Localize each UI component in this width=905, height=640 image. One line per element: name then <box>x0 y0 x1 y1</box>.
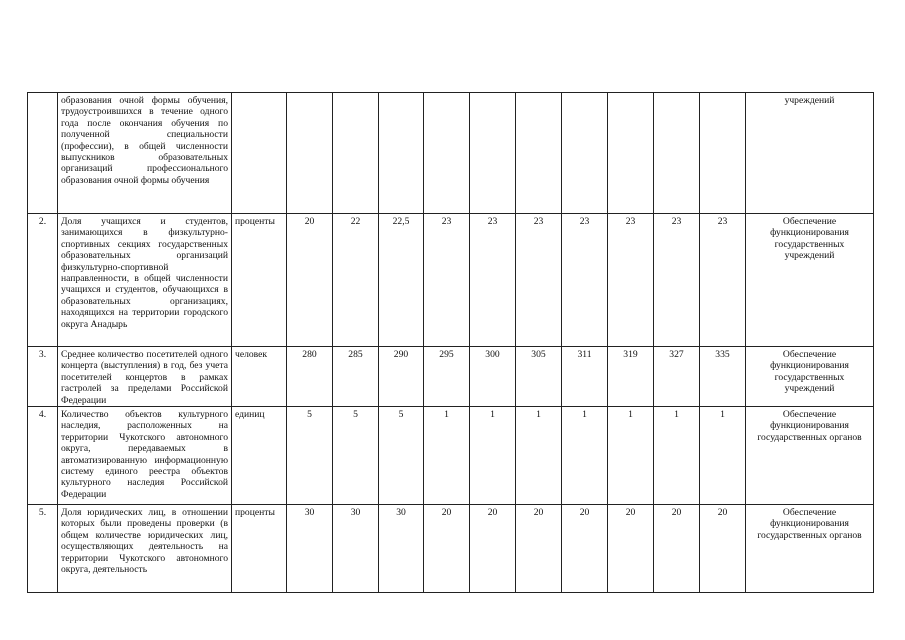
indicator-name-cell: Среднее количество посетителей одного концерта (выступления) в год, без учета посетителей концертов в рамках гастролей за пределами Российской Федерации <box>58 347 232 407</box>
value-cell: 20 <box>608 505 654 593</box>
value-cell: 335 <box>700 347 746 407</box>
value-cell: 30 <box>379 505 424 593</box>
value-cell: 30 <box>287 505 333 593</box>
value-cell <box>654 93 700 214</box>
value-cell: 280 <box>287 347 333 407</box>
indicator-name-cell: Доля юридических лиц, в отношении которых были проведены проверки (в общем количестве юридических лиц, осуществляющих деятельность на территории Чукотского автономного округа, деятельность <box>58 505 232 593</box>
unit-cell <box>232 93 287 214</box>
value-cell: 20 <box>654 505 700 593</box>
direction-cell: Обеспечение функционирования государственных органов <box>746 407 874 505</box>
value-cell: 1 <box>516 407 562 505</box>
row-number-cell <box>28 93 58 214</box>
table-row <box>28 347 874 407</box>
value-cell <box>333 93 379 214</box>
indicators-table <box>27 92 874 593</box>
table-row <box>28 407 874 505</box>
row-number-cell: 4. <box>28 407 58 505</box>
value-cell: 23 <box>654 214 700 347</box>
value-cell <box>424 93 470 214</box>
value-cell: 295 <box>424 347 470 407</box>
value-cell: 290 <box>379 347 424 407</box>
value-cell: 5 <box>379 407 424 505</box>
value-cell: 1 <box>562 407 608 505</box>
value-cell <box>287 93 333 214</box>
value-cell: 20 <box>470 505 516 593</box>
value-cell: 1 <box>608 407 654 505</box>
value-cell: 311 <box>562 347 608 407</box>
value-cell: 285 <box>333 347 379 407</box>
value-cell: 20 <box>562 505 608 593</box>
value-cell: 1 <box>700 407 746 505</box>
value-cell: 5 <box>333 407 379 505</box>
unit-cell: человек <box>232 347 287 407</box>
direction-cell: Обеспечение функционирования государственных органов <box>746 505 874 593</box>
row-number-cell: 5. <box>28 505 58 593</box>
value-cell: 30 <box>333 505 379 593</box>
value-cell <box>516 93 562 214</box>
unit-cell: единиц <box>232 407 287 505</box>
value-cell: 20 <box>516 505 562 593</box>
value-cell <box>608 93 654 214</box>
value-cell: 23 <box>608 214 654 347</box>
table-row <box>28 93 874 214</box>
direction-cell: учреждений <box>746 93 874 214</box>
value-cell: 1 <box>424 407 470 505</box>
value-cell: 23 <box>424 214 470 347</box>
unit-cell: проценты <box>232 505 287 593</box>
table-row <box>28 214 874 347</box>
table-row <box>28 505 874 593</box>
row-number-cell: 2. <box>28 214 58 347</box>
value-cell: 20 <box>424 505 470 593</box>
value-cell: 23 <box>516 214 562 347</box>
value-cell: 305 <box>516 347 562 407</box>
indicator-name-cell: Доля учащихся и студентов, занимающихся в физкультурно-спортивных секциях государственных образовательных организаций физкультурно-спортивной направленности, в общей численности учащихся и студентов, обучающихся в образовательных организациях, находящихся на территории городского округа Анадырь <box>58 214 232 347</box>
value-cell: 22,5 <box>379 214 424 347</box>
value-cell: 20 <box>700 505 746 593</box>
value-cell: 23 <box>562 214 608 347</box>
direction-cell: Обеспечение функционирования государственных учреждений <box>746 347 874 407</box>
value-cell: 319 <box>608 347 654 407</box>
value-cell <box>700 93 746 214</box>
value-cell <box>379 93 424 214</box>
row-number-cell: 3. <box>28 347 58 407</box>
value-cell <box>562 93 608 214</box>
unit-cell: проценты <box>232 214 287 347</box>
value-cell: 23 <box>700 214 746 347</box>
direction-cell: Обеспечение функционирования государственных учреждений <box>746 214 874 347</box>
value-cell: 5 <box>287 407 333 505</box>
indicator-name-cell: образования очной формы обучения, трудоустроившихся в течение одного года после окончания обучения по полученной специальности (профессии), в общей численности выпускников образовательных организаций профессионального образования очной формы обучения <box>58 93 232 214</box>
value-cell: 300 <box>470 347 516 407</box>
value-cell: 1 <box>654 407 700 505</box>
value-cell: 20 <box>287 214 333 347</box>
value-cell <box>470 93 516 214</box>
value-cell: 1 <box>470 407 516 505</box>
value-cell: 327 <box>654 347 700 407</box>
indicator-name-cell: Количество объектов культурного наследия, расположенных на территории Чукотского автономного округа, передаваемых в автоматизированную информационную систему единого реестра объектов культурного наследия Российской Федерации <box>58 407 232 505</box>
value-cell: 22 <box>333 214 379 347</box>
value-cell: 23 <box>470 214 516 347</box>
